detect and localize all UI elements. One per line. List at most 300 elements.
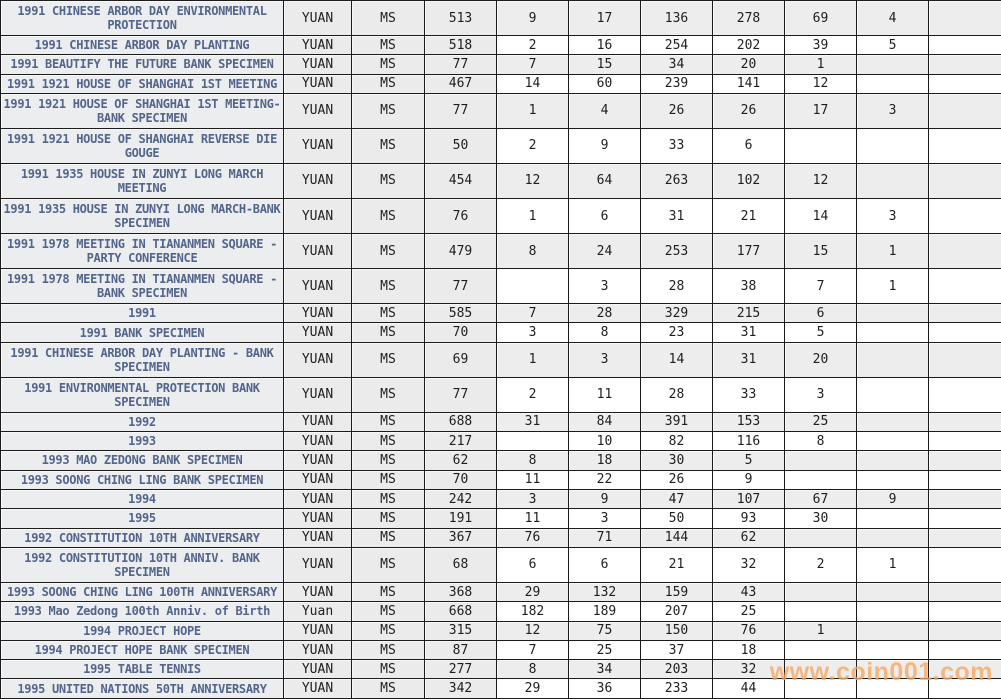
row-value-cell: 17 [785,93,857,128]
row-grade-cell: MS [352,234,425,269]
row-value-cell: 34 [641,55,713,74]
row-description: 1991 1978 MEETING IN TIANANMEN SQUARE - PARTY CONFERENCE [1,234,284,269]
row-total-cell: 70 [425,470,497,489]
row-value-cell: 26 [641,93,713,128]
row-description: 1991 1921 HOUSE OF SHANGHAI 1ST MEETING [1,74,284,93]
row-value-cell: 17 [569,1,641,36]
row-unit-cell: YUAN [284,660,352,679]
row-value-cell [929,304,1001,323]
row-value-cell: 1 [497,342,569,377]
row-grade-cell: MS [352,470,425,489]
row-value-cell: 1 [857,234,929,269]
row-unit-cell: YUAN [284,489,352,508]
row-value-cell: 38 [713,269,785,304]
row-total-cell: 70 [425,323,497,342]
row-value-cell: 278 [713,1,785,36]
row-total-cell: 217 [425,432,497,451]
row-total-cell: 62 [425,451,497,470]
row-value-cell: 30 [785,509,857,528]
row-value-cell [929,93,1001,128]
row-value-cell: 11 [569,377,641,412]
row-value-cell [929,640,1001,659]
row-description: 1993 [1,432,284,451]
row-value-cell: 9 [569,489,641,508]
row-value-cell [785,602,857,621]
table-row [1,163,1001,198]
row-value-cell [857,163,929,198]
row-value-cell: 2 [497,36,569,55]
row-value-cell: 60 [569,74,641,93]
table-row [1,679,1001,699]
row-value-cell: 36 [569,679,641,699]
row-unit-cell: YUAN [284,55,352,74]
row-grade-cell: MS [352,489,425,508]
row-value-cell: 84 [569,412,641,431]
row-value-cell [857,304,929,323]
table-row [1,640,1001,659]
row-value-cell: 7 [785,269,857,304]
row-value-cell: 2 [497,128,569,163]
row-value-cell [857,621,929,640]
row-value-cell: 29 [497,679,569,699]
row-unit-cell: YUAN [284,412,352,431]
row-value-cell: 1 [497,199,569,234]
row-description: 1991 1935 HOUSE IN ZUNYI LONG MARCH MEETING [1,163,284,198]
row-grade-cell: MS [352,304,425,323]
row-unit-cell: YUAN [284,432,352,451]
row-value-cell: 1 [785,621,857,640]
row-value-cell: 23 [641,323,713,342]
row-value-cell: 3 [857,93,929,128]
row-total-cell: 277 [425,660,497,679]
table-row [1,660,1001,679]
row-total-cell: 77 [425,377,497,412]
row-value-cell [929,323,1001,342]
row-grade-cell: MS [352,323,425,342]
row-value-cell: 76 [497,528,569,547]
table-row [1,528,1001,547]
row-value-cell [857,509,929,528]
row-value-cell [929,621,1001,640]
row-value-cell [857,342,929,377]
row-description: 1991 1921 HOUSE OF SHANGHAI 1ST MEETING-BANK SPECIMEN [1,93,284,128]
row-value-cell [929,470,1001,489]
row-description: 1993 Mao Zedong 100th Anniv. of Birth [1,602,284,621]
row-unit-cell: YUAN [284,640,352,659]
row-value-cell: 15 [569,55,641,74]
row-value-cell [497,432,569,451]
row-value-cell: 203 [641,660,713,679]
row-value-cell: 1 [857,269,929,304]
row-total-cell: 77 [425,93,497,128]
row-value-cell: 31 [713,323,785,342]
row-value-cell: 2 [785,547,857,582]
row-value-cell: 37 [641,640,713,659]
table-row [1,489,1001,508]
row-value-cell [929,36,1001,55]
row-value-cell: 32 [713,547,785,582]
row-value-cell [857,55,929,74]
table-row [1,55,1001,74]
row-value-cell: 141 [713,74,785,93]
row-value-cell: 4 [569,93,641,128]
row-unit-cell: YUAN [284,93,352,128]
table-row [1,412,1001,431]
row-value-cell: 6 [569,199,641,234]
row-value-cell [929,412,1001,431]
row-value-cell: 6 [713,128,785,163]
row-value-cell [929,660,1001,679]
row-unit-cell: YUAN [284,234,352,269]
row-value-cell: 215 [713,304,785,323]
row-description: 1993 SOONG CHING LING 100TH ANNIVERSARY [1,582,284,601]
row-total-cell: 69 [425,342,497,377]
row-description: 1994 [1,489,284,508]
row-value-cell: 144 [641,528,713,547]
row-value-cell [857,451,929,470]
row-unit-cell: YUAN [284,128,352,163]
row-value-cell: 75 [569,621,641,640]
row-value-cell [785,660,857,679]
table-row [1,199,1001,234]
row-value-cell [929,602,1001,621]
row-value-cell: 3 [497,323,569,342]
table-row [1,304,1001,323]
row-value-cell: 3 [569,509,641,528]
row-value-cell: 21 [713,199,785,234]
row-value-cell: 263 [641,163,713,198]
row-grade-cell: MS [352,451,425,470]
row-value-cell: 3 [857,199,929,234]
row-value-cell [929,1,1001,36]
row-unit-cell: YUAN [284,547,352,582]
row-grade-cell: MS [352,93,425,128]
row-value-cell [785,128,857,163]
row-value-cell: 26 [641,470,713,489]
row-unit-cell: YUAN [284,509,352,528]
table-row [1,269,1001,304]
row-value-cell: 2 [497,377,569,412]
row-value-cell: 20 [713,55,785,74]
row-total-cell: 454 [425,163,497,198]
row-unit-cell: YUAN [284,621,352,640]
row-grade-cell: MS [352,432,425,451]
row-value-cell: 30 [641,451,713,470]
table-row [1,377,1001,412]
table-row [1,342,1001,377]
row-value-cell: 5 [785,323,857,342]
table-row [1,93,1001,128]
row-value-cell: 28 [569,304,641,323]
row-total-cell: 367 [425,528,497,547]
row-value-cell: 28 [641,377,713,412]
row-value-cell [929,509,1001,528]
row-value-cell: 107 [713,489,785,508]
row-grade-cell: MS [352,621,425,640]
row-value-cell: 39 [785,36,857,55]
row-total-cell: 315 [425,621,497,640]
row-value-cell: 5 [713,451,785,470]
row-value-cell: 25 [569,640,641,659]
row-value-cell: 93 [713,509,785,528]
row-value-cell: 18 [713,640,785,659]
row-unit-cell: YUAN [284,1,352,36]
row-grade-cell: MS [352,199,425,234]
row-value-cell: 82 [641,432,713,451]
row-value-cell: 207 [641,602,713,621]
row-value-cell: 33 [713,377,785,412]
table-row [1,74,1001,93]
row-total-cell: 368 [425,582,497,601]
row-unit-cell: YUAN [284,451,352,470]
row-value-cell: 31 [497,412,569,431]
row-value-cell: 14 [497,74,569,93]
row-total-cell: 76 [425,199,497,234]
row-value-cell [857,74,929,93]
table-row [1,128,1001,163]
row-unit-cell: YUAN [284,269,352,304]
table-row [1,547,1001,582]
table-row [1,451,1001,470]
row-total-cell: 77 [425,55,497,74]
row-grade-cell: MS [352,1,425,36]
row-unit-cell: YUAN [284,199,352,234]
row-description: 1991 1978 MEETING IN TIANANMEN SQUARE - BANK SPECIMEN [1,269,284,304]
row-value-cell [785,451,857,470]
row-value-cell [929,451,1001,470]
row-value-cell: 76 [713,621,785,640]
row-value-cell: 159 [641,582,713,601]
row-description: 1993 SOONG CHING LING BANK SPECIMEN [1,470,284,489]
row-value-cell: 25 [785,412,857,431]
row-unit-cell: YUAN [284,163,352,198]
row-value-cell [785,470,857,489]
row-value-cell [857,470,929,489]
table-row [1,432,1001,451]
row-value-cell: 44 [713,679,785,699]
table-row [1,602,1001,621]
table-row [1,36,1001,55]
row-value-cell [929,163,1001,198]
row-description: 1995 UNITED NATIONS 50TH ANNIVERSARY [1,679,284,699]
row-grade-cell: MS [352,528,425,547]
table-row [1,621,1001,640]
row-total-cell: 68 [425,547,497,582]
row-value-cell: 4 [857,1,929,36]
row-value-cell: 182 [497,602,569,621]
row-description: 1995 TABLE TENNIS [1,660,284,679]
row-value-cell [857,412,929,431]
row-description: 1991 1921 HOUSE OF SHANGHAI REVERSE DIE GOUGE [1,128,284,163]
row-grade-cell: MS [352,163,425,198]
row-grade-cell: MS [352,342,425,377]
row-total-cell: 242 [425,489,497,508]
row-value-cell: 31 [713,342,785,377]
row-value-cell: 3 [569,269,641,304]
row-total-cell: 518 [425,36,497,55]
row-value-cell: 33 [641,128,713,163]
row-total-cell: 479 [425,234,497,269]
row-value-cell: 11 [497,470,569,489]
row-description: 1991 BANK SPECIMEN [1,323,284,342]
row-total-cell: 688 [425,412,497,431]
row-value-cell: 8 [785,432,857,451]
row-value-cell [857,128,929,163]
row-value-cell: 9 [713,470,785,489]
row-description: 1991 1935 HOUSE IN ZUNYI LONG MARCH-BANK SPECIMEN [1,199,284,234]
row-unit-cell: YUAN [284,377,352,412]
row-value-cell: 15 [785,234,857,269]
row-unit-cell: YUAN [284,582,352,601]
row-value-cell [929,679,1001,699]
row-value-cell: 12 [497,621,569,640]
row-unit-cell: YUAN [284,36,352,55]
row-description: 1992 CONSTITUTION 10TH ANNIVERSARY [1,528,284,547]
row-grade-cell: MS [352,128,425,163]
row-total-cell: 50 [425,128,497,163]
row-value-cell: 391 [641,412,713,431]
row-value-cell: 7 [497,304,569,323]
row-value-cell: 25 [713,602,785,621]
row-description: 1991 CHINESE ARBOR DAY PLANTING [1,36,284,55]
row-value-cell: 12 [785,163,857,198]
table-row [1,582,1001,601]
row-unit-cell: YUAN [284,304,352,323]
row-value-cell: 26 [713,93,785,128]
row-value-cell: 1 [785,55,857,74]
row-value-cell: 7 [497,640,569,659]
row-value-cell: 18 [569,451,641,470]
row-value-cell [857,602,929,621]
row-unit-cell: YUAN [284,679,352,699]
row-value-cell [785,679,857,699]
row-description: 1993 MAO ZEDONG BANK SPECIMEN [1,451,284,470]
row-value-cell: 3 [785,377,857,412]
row-value-cell: 16 [569,36,641,55]
row-total-cell: 467 [425,74,497,93]
row-value-cell: 6 [785,304,857,323]
row-unit-cell: YUAN [284,342,352,377]
row-value-cell: 14 [785,199,857,234]
row-value-cell [929,128,1001,163]
row-value-cell: 5 [857,36,929,55]
row-value-cell [857,660,929,679]
row-value-cell: 67 [785,489,857,508]
row-description: 1992 [1,412,284,431]
row-value-cell: 253 [641,234,713,269]
row-total-cell: 513 [425,1,497,36]
row-value-cell [857,377,929,412]
row-value-cell: 8 [569,323,641,342]
row-value-cell [929,342,1001,377]
row-value-cell [929,489,1001,508]
row-value-cell: 116 [713,432,785,451]
row-value-cell: 64 [569,163,641,198]
row-unit-cell: YUAN [284,74,352,93]
row-value-cell: 136 [641,1,713,36]
row-value-cell: 6 [569,547,641,582]
row-value-cell: 12 [785,74,857,93]
row-description: 1992 CONSTITUTION 10TH ANNIV. BANK SPECIMEN [1,547,284,582]
row-grade-cell: MS [352,377,425,412]
row-value-cell [929,547,1001,582]
table-row [1,470,1001,489]
row-value-cell: 20 [785,342,857,377]
row-value-cell [857,679,929,699]
row-value-cell: 8 [497,660,569,679]
table-row [1,234,1001,269]
row-value-cell [929,55,1001,74]
row-value-cell: 132 [569,582,641,601]
row-value-cell: 71 [569,528,641,547]
row-value-cell: 329 [641,304,713,323]
row-value-cell [857,432,929,451]
row-description: 1991 BEAUTIFY THE FUTURE BANK SPECIMEN [1,55,284,74]
row-total-cell: 342 [425,679,497,699]
row-description: 1991 CHINESE ARBOR DAY ENVIRONMENTAL PROTECTION [1,1,284,36]
row-total-cell: 585 [425,304,497,323]
row-value-cell: 28 [641,269,713,304]
row-grade-cell: MS [352,640,425,659]
row-value-cell: 21 [641,547,713,582]
row-value-cell [929,377,1001,412]
row-value-cell: 22 [569,470,641,489]
row-value-cell: 8 [497,451,569,470]
row-grade-cell: MS [352,74,425,93]
row-grade-cell: MS [352,269,425,304]
row-value-cell: 150 [641,621,713,640]
table-row [1,323,1001,342]
row-value-cell: 24 [569,234,641,269]
table-row [1,1,1001,36]
row-value-cell [929,234,1001,269]
row-total-cell: 191 [425,509,497,528]
row-value-cell: 43 [713,582,785,601]
row-value-cell: 9 [497,1,569,36]
row-value-cell: 233 [641,679,713,699]
row-description: 1994 PROJECT HOPE [1,621,284,640]
row-value-cell [857,582,929,601]
row-value-cell: 239 [641,74,713,93]
row-value-cell [929,528,1001,547]
row-description: 1991 CHINESE ARBOR DAY PLANTING - BANK SPECIMEN [1,342,284,377]
row-value-cell [929,269,1001,304]
row-grade-cell: MS [352,582,425,601]
site-watermark: www.coin001.com [769,658,993,686]
row-value-cell: 7 [497,55,569,74]
row-grade-cell: MS [352,36,425,55]
row-value-cell [929,582,1001,601]
row-value-cell: 9 [857,489,929,508]
row-value-cell [785,582,857,601]
row-grade-cell: MS [352,55,425,74]
row-unit-cell: YUAN [284,323,352,342]
row-value-cell: 10 [569,432,641,451]
row-value-cell [857,640,929,659]
row-description: 1991 ENVIRONMENTAL PROTECTION BANK SPECIMEN [1,377,284,412]
row-value-cell [857,323,929,342]
row-grade-cell: MS [352,412,425,431]
row-description: 1994 PROJECT HOPE BANK SPECIMEN [1,640,284,659]
row-value-cell: 3 [569,342,641,377]
row-grade-cell: MS [352,509,425,528]
row-value-cell: 189 [569,602,641,621]
row-total-cell: 87 [425,640,497,659]
row-value-cell [929,199,1001,234]
row-value-cell: 202 [713,36,785,55]
row-value-cell: 1 [857,547,929,582]
row-value-cell: 1 [497,93,569,128]
